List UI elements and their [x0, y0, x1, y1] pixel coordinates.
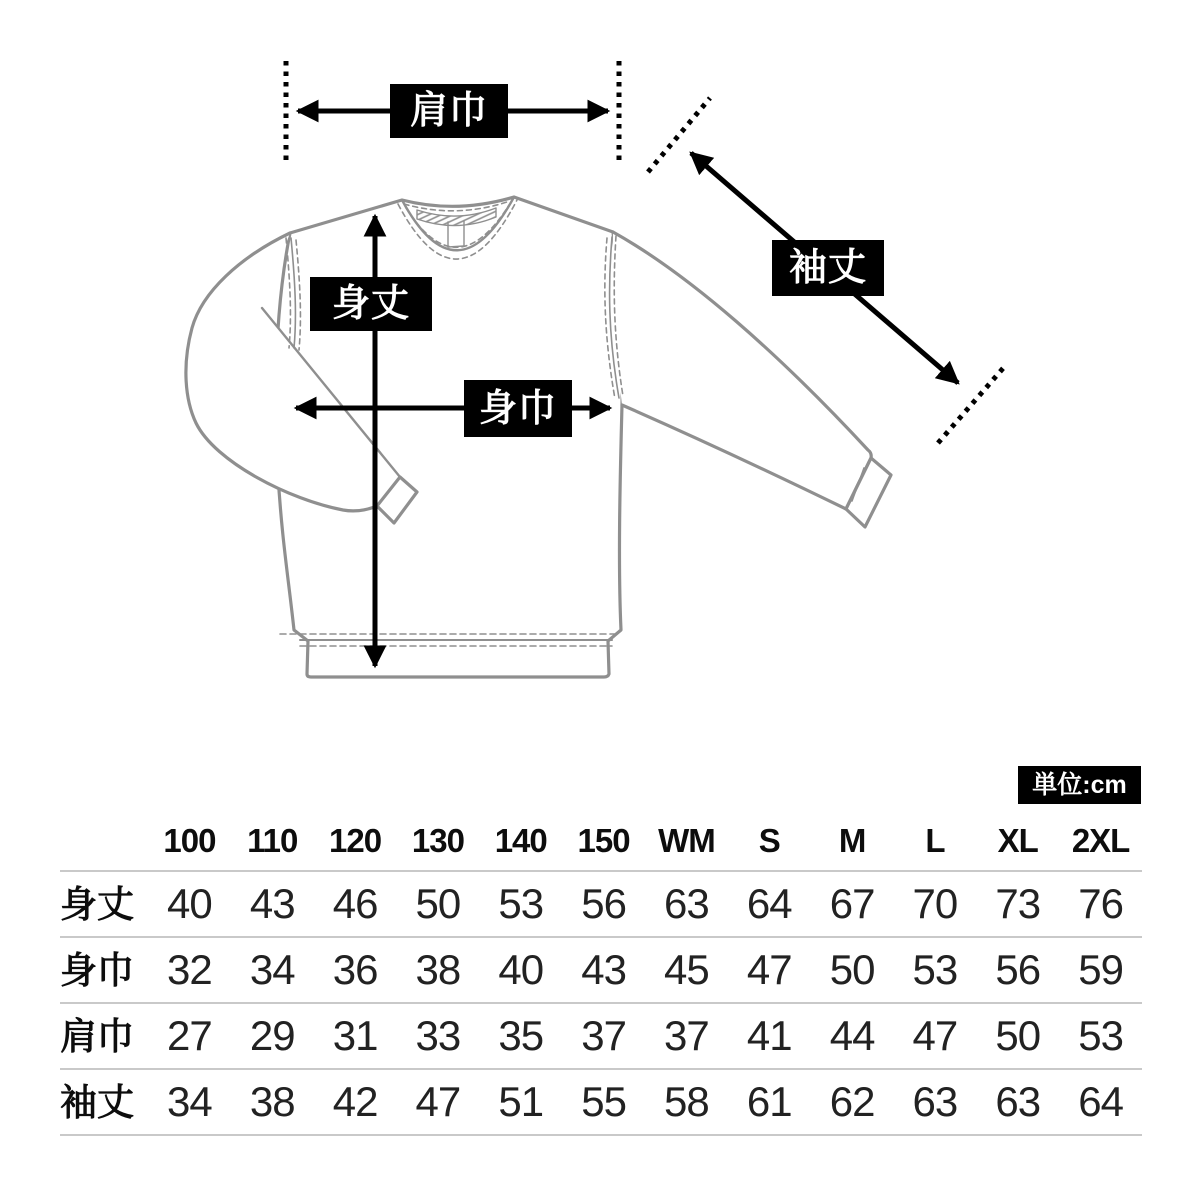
table-row-shoulder-width	[60, 1004, 1142, 1070]
size-value: 63	[664, 880, 709, 927]
size-value: 67	[829, 880, 875, 927]
size-value: 43	[581, 946, 626, 993]
size-value: 38	[249, 1078, 295, 1125]
size-header: 120	[329, 821, 382, 859]
size-header: XL	[997, 821, 1038, 859]
size-value: 64	[1078, 1078, 1123, 1125]
size-value: 47	[746, 946, 792, 993]
size-value: 42	[332, 1078, 378, 1125]
size-value: 45	[664, 946, 709, 993]
size-value: 55	[581, 1078, 626, 1125]
size-header: 140	[494, 821, 547, 859]
size-value: 41	[746, 1012, 792, 1059]
row-label: 身丈	[60, 883, 134, 925]
size-value: 43	[249, 880, 295, 927]
size-value: 51	[498, 1078, 544, 1125]
size-value: 56	[995, 946, 1041, 993]
size-header: WM	[658, 821, 715, 859]
size-header: 110	[247, 821, 298, 859]
row-label: 肩巾	[60, 1015, 134, 1057]
size-value: 46	[332, 880, 378, 927]
sleeve-length-label: 袖丈	[772, 240, 884, 296]
body-width-label: 身巾	[464, 380, 572, 437]
size-value: 63	[912, 1078, 958, 1125]
size-header: 150	[577, 821, 630, 859]
size-value: 53	[1078, 1012, 1123, 1059]
table-row-body-width	[60, 938, 1142, 1004]
size-value: 37	[664, 1012, 709, 1059]
size-value: 47	[415, 1078, 461, 1125]
size-value: 40	[167, 880, 212, 927]
size-table	[60, 810, 1142, 1136]
size-table-header-row	[60, 810, 1142, 872]
size-value: 53	[912, 946, 958, 993]
row-label: 袖丈	[60, 1081, 134, 1123]
size-header: 2XL	[1071, 821, 1130, 859]
size-header: 130	[411, 821, 464, 859]
size-value: 61	[746, 1078, 792, 1125]
size-value: 53	[498, 880, 544, 927]
shoulder-width-label: 肩巾	[390, 84, 508, 138]
size-value: 76	[1078, 880, 1123, 927]
row-label: 身巾	[60, 949, 134, 991]
size-header: M	[838, 821, 866, 859]
size-value: 44	[829, 1012, 875, 1059]
size-value: 62	[829, 1078, 875, 1125]
size-value: 37	[581, 1012, 626, 1059]
table-row-body-length	[60, 872, 1142, 938]
size-value: 40	[498, 946, 544, 993]
size-value: 58	[664, 1078, 709, 1125]
size-value: 34	[167, 1078, 212, 1125]
size-value: 73	[995, 880, 1041, 927]
size-value: 50	[829, 946, 875, 993]
size-value: 31	[332, 1012, 378, 1059]
size-value: 50	[995, 1012, 1041, 1059]
size-value: 70	[912, 880, 958, 927]
size-header: 100	[163, 821, 216, 859]
size-value: 63	[995, 1078, 1041, 1125]
size-value: 56	[581, 880, 626, 927]
size-value: 33	[415, 1012, 461, 1059]
size-value: 36	[332, 946, 378, 993]
unit-badge: 単位:cm	[1018, 766, 1141, 804]
size-value: 27	[167, 1012, 212, 1059]
size-value: 32	[167, 946, 212, 993]
size-header: L	[925, 821, 945, 859]
size-value: 64	[746, 880, 792, 927]
size-value: 38	[415, 946, 461, 993]
size-header: S	[758, 821, 780, 859]
size-value: 47	[912, 1012, 958, 1059]
size-value: 34	[249, 946, 295, 993]
size-value: 50	[415, 880, 461, 927]
size-value: 29	[249, 1012, 295, 1059]
size-value: 59	[1078, 946, 1123, 993]
body-length-label: 身丈	[310, 277, 432, 331]
size-value: 35	[498, 1012, 544, 1059]
table-row-sleeve-length	[60, 1070, 1142, 1136]
